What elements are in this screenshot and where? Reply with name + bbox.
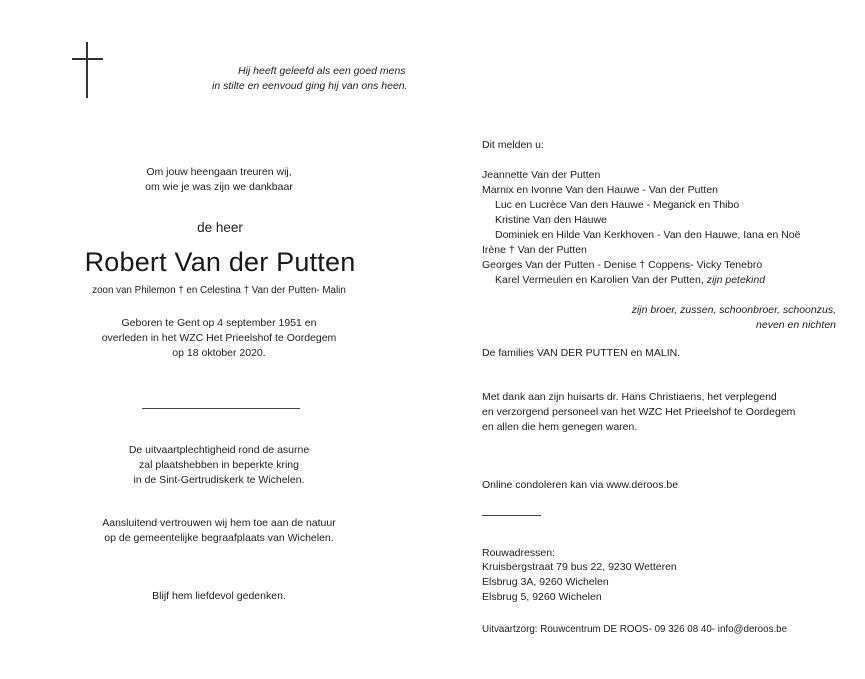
intro-line-1: Om jouw heengaan treuren wij, (146, 166, 292, 178)
funeral-home-line: Uitvaartzorg: Rouwcentrum DE ROOS- 09 326 08 40- info@deroos.be (482, 624, 788, 635)
honorific: de heer (197, 220, 243, 235)
family-member: Dominiek en Hilde Van Kerkhoven - Van den Hauwe, Iana en Noë (495, 229, 801, 241)
addresses-label: Rouwadressen: (482, 547, 555, 559)
motto-line-2: in stilte en eenvoud ging hij van ons heen. (212, 80, 408, 92)
born-line: Geboren te Gent op 4 september 1951 en (121, 317, 317, 329)
divider-left (142, 408, 300, 409)
family-member-last (495, 273, 765, 288)
family-member: Marnix en Ivonne Van den Hauwe - Van der Putten (482, 184, 719, 196)
address-line: Elsbrug 3A, 9260 Wichelen (482, 576, 609, 588)
announce-line: Dit melden u: (482, 139, 544, 151)
burial-line-1: Aansluitend vertrouwen wij hem toe aan de natuur (102, 517, 336, 529)
intro-line-2: om wie je was zijn we dankbaar (145, 181, 293, 193)
burial-line-2: op de gemeentelijke begraafplaats van Wichelen. (104, 532, 334, 544)
online-condolence: Online condoleren kan via www.deroos.be (482, 479, 679, 491)
family-member: Irène † Van der Putten (482, 244, 587, 256)
thanks-line-1: Met dank aan zijn huisarts dr. Hans Christiaens, het verplegend (482, 391, 777, 403)
relation-line-1: zijn broer, zussen, schoonbroer, schoonzus, (631, 304, 836, 316)
address-line: Elsbrug 5, 9260 Wichelen (482, 591, 602, 603)
relation-line-2: neven en nichten (756, 319, 836, 331)
motto-line-1: Hij heeft geleefd als een goed mens (238, 65, 406, 77)
family-member: Kristine Van den Hauwe (495, 214, 607, 226)
last-member-role: zijn petekind (706, 274, 766, 286)
divider-right (482, 515, 541, 516)
thanks-line-2: en verzorgend personeel van het WZC Het Prieelshof te Oordegem (482, 406, 796, 418)
died-date-line: op 18 oktober 2020. (172, 347, 266, 359)
family-member: Jeannette Van der Putten (482, 169, 601, 181)
last-member-name: Karel Vermeulen en Karolien Van der Putten, (495, 274, 704, 286)
family-member: Georges Van der Putten - Denise † Coppens- Vicky Tenebro (482, 259, 763, 271)
closing-line: Blijf hem liefdevol gedenken. (152, 590, 286, 602)
deceased-name: Robert Van der Putten (84, 247, 356, 277)
ceremony-line-2: zal plaatshebben in beperkte kring (139, 459, 299, 471)
families-line: De families VAN DER PUTTEN en MALIN. (482, 347, 681, 359)
family-member: Luc en Lucrèce Van den Hauwe - Meganck en Thibo (495, 199, 740, 211)
address-line: Kruisbergstraat 79 bus 22, 9230 Wetteren (482, 561, 677, 573)
ceremony-line-3: in de Sint-Gertrudiskerk te Wichelen. (133, 474, 305, 486)
died-line: overleden in het WZC Het Prieelshof te Oordegem (101, 332, 337, 344)
ceremony-line-1: De uitvaartplechtigheid rond de asurne (128, 444, 310, 456)
thanks-line-3: en allen die hem genegen waren. (482, 421, 638, 433)
parents-line: zoon van Philemon † en Celestina † Van der Putten- Malin (92, 285, 346, 296)
